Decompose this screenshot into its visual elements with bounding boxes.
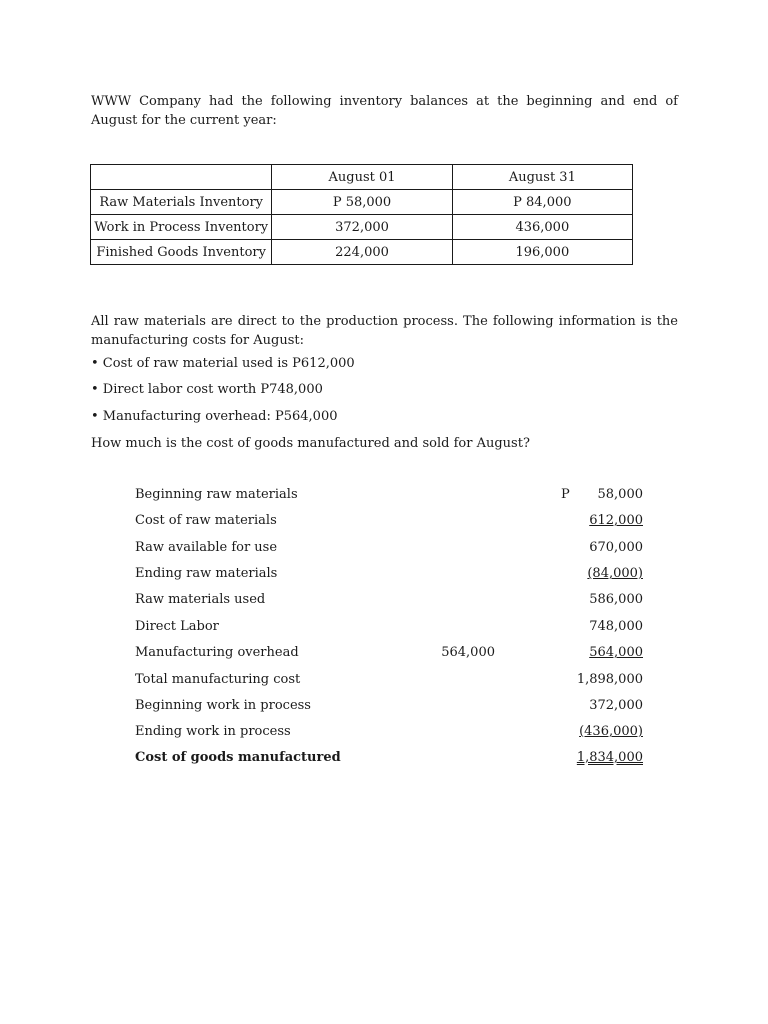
table-cell: 224,000 (272, 240, 452, 265)
bullet-item: • Cost of raw material used is P612,000 (91, 356, 355, 371)
schedule-amount: 1,834,000 (576, 750, 643, 765)
schedule-label: Beginning work in process (135, 698, 311, 713)
currency-symbol: P (561, 487, 570, 502)
table-cell: Raw Materials Inventory (91, 190, 272, 215)
inventory-table (90, 164, 633, 265)
table-cell: P 84,000 (452, 190, 632, 215)
table-row (91, 240, 633, 265)
schedule-row (0, 645, 768, 665)
table-cell: 436,000 (452, 215, 632, 240)
schedule-row (0, 566, 768, 586)
schedule-amount: 586,000 (589, 592, 643, 607)
table-row (91, 190, 633, 215)
schedule-amount: 612,000 (589, 513, 643, 528)
schedule-label: Ending work in process (135, 724, 291, 739)
schedule-amount: (84,000) (587, 566, 643, 581)
table-cell: 372,000 (272, 215, 452, 240)
schedule-label: Raw available for use (135, 540, 278, 555)
schedule-total-row (0, 750, 768, 770)
schedule-amount: 58,000 (597, 487, 643, 502)
schedule-row (0, 487, 768, 507)
table-cell: Work in Process Inventory (91, 215, 272, 240)
intro-paragraph: WWW Company had the following inventory balances at the beginning and end of August for the current year: (91, 94, 678, 128)
table-row (91, 215, 633, 240)
schedule-label: Raw materials used (135, 592, 266, 607)
schedule-mid-amount: 564,000 (441, 645, 495, 660)
table-header-row (91, 165, 633, 190)
table-cell: 196,000 (452, 240, 632, 265)
table-header-cell: August 01 (272, 165, 452, 190)
question-text: How much is the cost of goods manufactured and sold for August? (91, 436, 530, 451)
schedule-row (0, 724, 768, 744)
schedule-row (0, 672, 768, 692)
bullet-item: • Direct labor cost worth P748,000 (91, 382, 323, 397)
schedule-label: Total manufacturing cost (135, 672, 301, 687)
table-header-cell (91, 165, 272, 190)
table-cell: Finished Goods Inventory (91, 240, 272, 265)
schedule-label: Manufacturing overhead (135, 645, 299, 660)
bullet-item: • Manufacturing overhead: P564,000 (91, 409, 338, 424)
schedule-row (0, 592, 768, 612)
schedule-label: Cost of raw materials (135, 513, 277, 528)
schedule-row (0, 619, 768, 639)
schedule-row (0, 513, 768, 533)
schedule-row (0, 698, 768, 718)
info-paragraph: All raw materials are direct to the production process. The following information is the manufacturing costs for August: (91, 314, 678, 348)
table-header-cell: August 31 (452, 165, 632, 190)
schedule-amount: 748,000 (589, 619, 643, 634)
schedule-label: Ending raw materials (135, 566, 278, 581)
schedule-amount: 564,000 (589, 645, 643, 660)
schedule-amount: (436,000) (579, 724, 643, 739)
schedule-amount: 372,000 (589, 698, 643, 713)
schedule-row (0, 540, 768, 560)
schedule-amount: 670,000 (589, 540, 643, 555)
schedule-label: Cost of goods manufactured (135, 750, 341, 765)
schedule-label: Direct Labor (135, 619, 219, 634)
schedule-amount: 1,898,000 (576, 672, 643, 687)
table-cell: P 58,000 (272, 190, 452, 215)
schedule-label: Beginning raw materials (135, 487, 298, 502)
